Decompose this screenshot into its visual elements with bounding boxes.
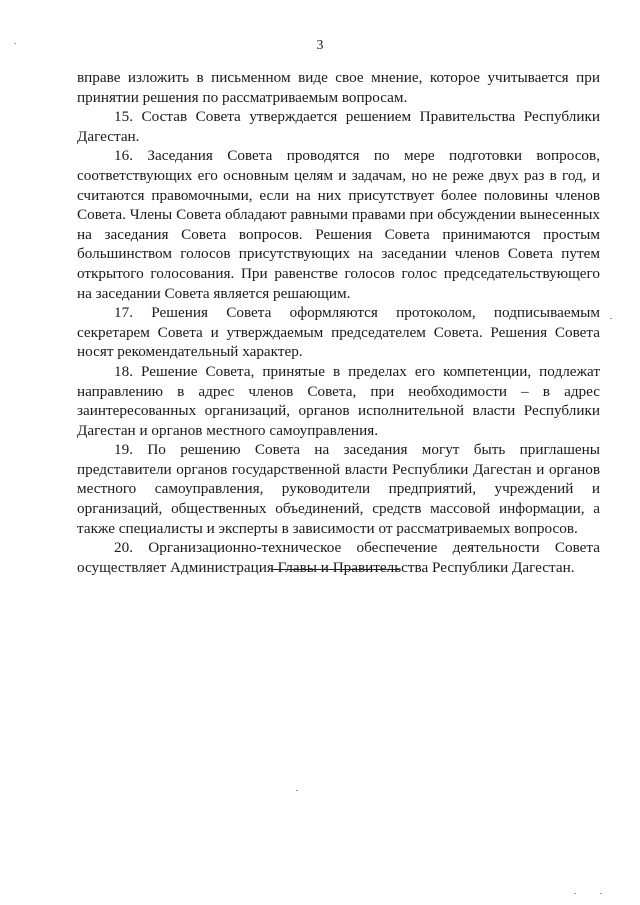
scan-speck [14, 43, 16, 44]
paragraph-item-18: 18. Решение Совета, принятые в пределах его компетенции, подлежат направлению в адрес членов Совета, при необходимости – в адрес заинтересованных организаций, органов исполнительной власти Республики Дагестан и органов местного самоуправления. [77, 362, 600, 439]
paragraph-item-16: 16. Заседания Совета проводятся по мере подготовки вопросов, соответствующих его основным целям и задачам, но не реже двух раз в год, и считаются правомочными, если на них присутствует более половины членов Совета. Члены Совета обладают равными правами при обсуждении вынесенных на заседания Совета вопросов. Решения Совета принимаются простым большинством голосов присутствующих на заседании членов Совета путем открытого голосования. При равенстве голосов голос председательствующего на заседании Совета является решающим. [77, 147, 600, 302]
scan-speck [600, 893, 602, 894]
paragraph-item-20: 20. Организационно-техническое обеспечение деятельности Совета осуществляет Администрация Главы и Правительства Республики Дагестан. [77, 539, 600, 576]
page-number: 3 [316, 38, 324, 53]
paragraph-item-19: 19. По решению Совета на заседания могут быть приглашены представители органов государственной власти Республики Дагестан и органов местного самоуправления, руководители предприятий, учреждений и организаций, общественных объединений, средств массовой информации, а также специалисты и эксперты в зависимости от рассматриваемых вопросов. [77, 441, 600, 537]
paragraph-item-15: 15. Состав Совета утверждается решением Правительства Республики Дагестан. [77, 108, 600, 145]
scan-speck [574, 893, 576, 894]
document-body [77, 68, 600, 577]
scan-speck [610, 318, 612, 319]
scan-speck [296, 790, 298, 791]
paragraph-continuation: вправе изложить в письменном виде свое мнение, которое учитывается при принятии решения по рассматриваемым вопросам. [77, 69, 600, 106]
end-divider-line [271, 569, 399, 570]
paragraph-item-17: 17. Решения Совета оформляются протоколом, подписываемым секретарем Совета и утверждаемым председателем Совета. Решения Совета носят рекомендательный характер. [77, 304, 600, 361]
